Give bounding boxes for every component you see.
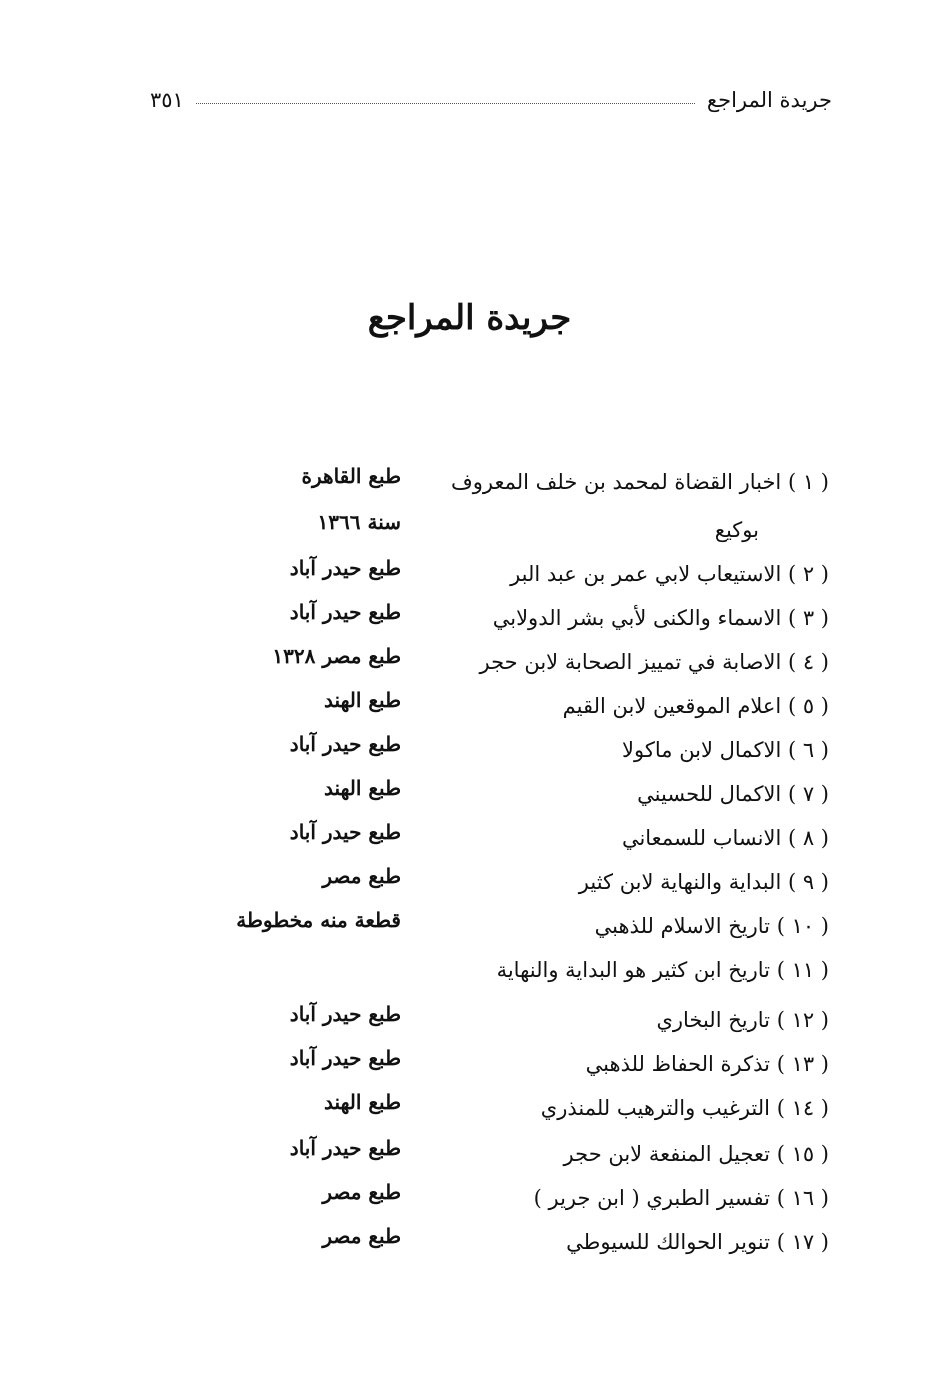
reference-book: البداية والنهاية لابن كثير xyxy=(578,870,782,894)
reference-edition: طبع حيدر آباد xyxy=(289,556,401,580)
reference-number: ( ٩ ) xyxy=(787,870,829,894)
reference-title xyxy=(429,686,829,726)
reference-number: ( ١٠ ) xyxy=(776,914,829,938)
reference-book: تاريخ ابن كثير هو البداية والنهاية xyxy=(496,958,770,982)
reference-number: ( ٣ ) xyxy=(787,606,829,630)
reference-edition: طبع حيدر آباد xyxy=(289,1136,401,1160)
reference-row xyxy=(0,774,939,814)
reference-number: ( ١٦ ) xyxy=(776,1186,829,1210)
reference-book: الاكمال لابن ماكولا xyxy=(622,738,782,762)
reference-title xyxy=(429,1044,829,1084)
reference-row xyxy=(0,1000,939,1040)
reference-title xyxy=(429,1222,829,1262)
reference-edition: طبع حيدر آباد xyxy=(289,1046,401,1070)
reference-edition: طبع مصر xyxy=(322,1224,401,1248)
reference-row xyxy=(0,818,939,858)
reference-title xyxy=(429,1000,829,1040)
reference-number: ( ١٢ ) xyxy=(776,1008,829,1032)
reference-number: ( ١٧ ) xyxy=(776,1230,829,1254)
reference-book: الانساب للسمعاني xyxy=(621,826,782,850)
running-title: جريدة المراجع xyxy=(706,88,832,112)
reference-book: تنوير الحوالك للسيوطي xyxy=(566,1230,770,1254)
reference-row xyxy=(0,862,939,902)
reference-row xyxy=(0,730,939,770)
reference-edition: طبع مصر ١٣٢٨ xyxy=(272,644,401,668)
reference-book: الترغيب والترهيب للمنذري xyxy=(540,1096,770,1120)
reference-edition: طبع مصر xyxy=(322,1180,401,1204)
reference-edition: طبع حيدر آباد xyxy=(289,1002,401,1026)
page-title: جريدة المراجع xyxy=(367,298,572,338)
reference-edition: طبع حيدر آباد xyxy=(289,820,401,844)
reference-number: ( ٧ ) xyxy=(787,782,829,806)
references-list xyxy=(0,462,939,1282)
reference-title xyxy=(429,730,829,770)
reference-title xyxy=(429,906,829,946)
reference-edition: طبع الهند xyxy=(324,688,401,712)
reference-title xyxy=(429,1088,829,1128)
reference-row xyxy=(0,1222,939,1262)
page-number: ٣٥١ xyxy=(150,88,184,112)
reference-title xyxy=(429,642,829,682)
reference-title xyxy=(429,862,829,902)
reference-edition: طبع حيدر آباد xyxy=(289,600,401,624)
reference-number: ( ١٣ ) xyxy=(776,1052,829,1076)
reference-title xyxy=(429,950,829,990)
reference-row xyxy=(0,1134,939,1174)
reference-continuation: بوكيع xyxy=(714,518,759,542)
reference-title xyxy=(429,1178,829,1218)
reference-number: ( ٤ ) xyxy=(787,650,829,674)
reference-book: اخبار القضاة لمحمد بن خلف المعروف xyxy=(450,470,782,494)
reference-row xyxy=(0,1088,939,1128)
reference-book: تاريخ الاسلام للذهبي xyxy=(594,914,770,938)
reference-book: اعلام الموقعين لابن القيم xyxy=(562,694,782,718)
reference-row xyxy=(0,686,939,726)
reference-edition: طبع حيدر آباد xyxy=(289,732,401,756)
reference-row xyxy=(0,906,939,946)
reference-number: ( ١ ) xyxy=(787,470,829,494)
reference-number: ( ١٤ ) xyxy=(776,1096,829,1120)
reference-book: الاسماء والكنى لأبي بشر الدولابي xyxy=(492,606,782,630)
reference-row xyxy=(0,462,939,502)
reference-book: تذكرة الحفاظ للذهبي xyxy=(585,1052,770,1076)
header-dotted-leader xyxy=(196,103,695,104)
reference-row xyxy=(0,1178,939,1218)
reference-edition: طبع الهند xyxy=(324,776,401,800)
reference-row xyxy=(0,598,939,638)
running-header xyxy=(150,82,832,118)
reference-book: تفسير الطبري ( ابن جرير ) xyxy=(533,1186,770,1210)
reference-book: تاريخ البخاري xyxy=(656,1008,770,1032)
reference-title xyxy=(429,462,829,502)
reference-book: الاصابة في تمييز الصحابة لابن حجر xyxy=(479,650,782,674)
reference-book: الاستيعاب لابي عمر بن عبد البر xyxy=(510,562,782,586)
reference-edition: طبع الهند xyxy=(324,1090,401,1114)
reference-edition: قطعة منه مخطوطة xyxy=(236,908,401,932)
reference-title xyxy=(429,1134,829,1174)
reference-edition-continuation: سنة ١٣٦٦ xyxy=(317,510,401,534)
reference-row xyxy=(0,1044,939,1084)
reference-title xyxy=(429,818,829,858)
reference-number: ( ١٥ ) xyxy=(776,1142,829,1166)
reference-row xyxy=(0,554,939,594)
reference-book: تعجيل المنفعة لابن حجر xyxy=(563,1142,770,1166)
reference-title xyxy=(429,598,829,638)
reference-title xyxy=(429,774,829,814)
reference-number: ( ١١ ) xyxy=(776,958,829,982)
reference-row xyxy=(0,950,939,990)
reference-title xyxy=(429,554,829,594)
reference-row xyxy=(0,642,939,682)
reference-number: ( ٨ ) xyxy=(787,826,829,850)
reference-edition: طبع مصر xyxy=(322,864,401,888)
reference-number: ( ٢ ) xyxy=(787,562,829,586)
reference-number: ( ٦ ) xyxy=(787,738,829,762)
reference-book: الاكمال للحسيني xyxy=(637,782,782,806)
reference-edition: طبع القاهرة xyxy=(301,464,401,488)
reference-number: ( ٥ ) xyxy=(787,694,829,718)
